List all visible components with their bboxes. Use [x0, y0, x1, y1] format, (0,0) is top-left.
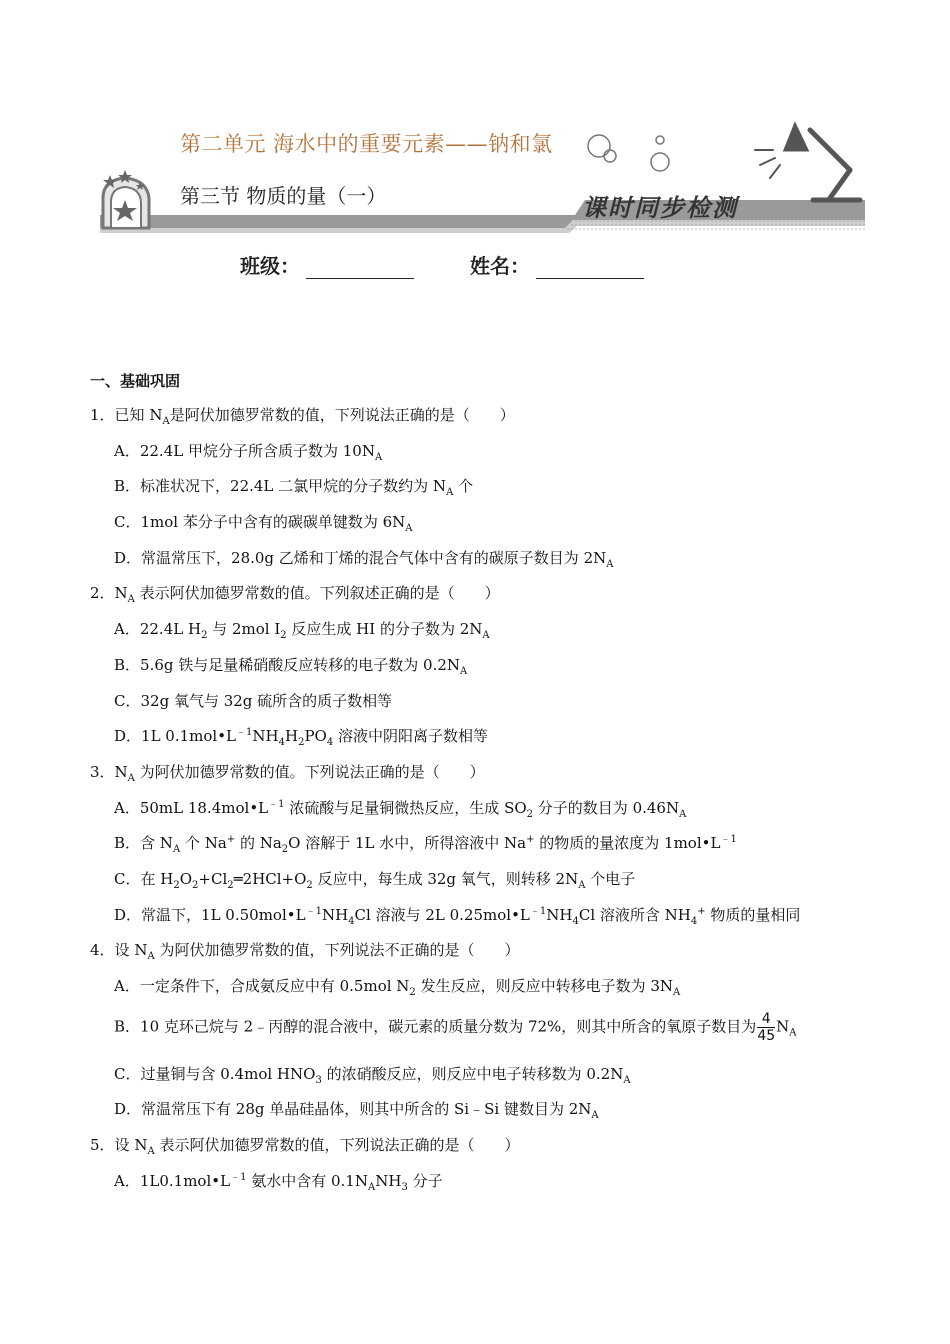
bubbles-icon [588, 135, 669, 171]
q5-option-a: A．$1L0.1mol•L^{﹣1}$ 氨水中含有 $0.1N_ANH_3$ 分子 [114, 1171, 443, 1193]
q3-option-c: C．在 $H_2O_2+Cl_2═2HCl+O_2$ 反应中，每生成 32g 氧气，则转移 $2N_A$ 个电子 [114, 869, 636, 891]
unit-title: 第二单元 海水中的重要元素——钠和氯 [180, 132, 553, 156]
q1-option-b: B．标准状况下，22.4L 二氯甲烷的分子数约为 $N_A$ 个 [114, 477, 474, 499]
q2-option-b: B．5.6g 铁与足量稀硝酸反应转移的电子数为 $0.2N_A$ [114, 655, 468, 677]
q3-option-d: D．常温下，1L $0.50mol•L^{﹣1}NH_4Cl$ 溶液与 2L $0.25mol•L^{﹣1}NH_4Cl$ 溶液所含 $NH_4^+$ 物质的量相同 [114, 905, 801, 927]
question-1: 1．已知 $N_A$是阿伏加德罗常数的值，下列说法正确的是（ ） [90, 406, 515, 427]
q3-option-b: B．含 $N_A$ 个 Na+ 的 $Na_2O$ 溶解于 1L 水中，所得溶液中 Na+ 的物质的量浓度为 $1mol•L^{﹣1}$ [114, 834, 737, 856]
q1-option-a: A．22.4L 甲烷分子所含质子数为 $10N_A$ [114, 441, 383, 463]
desk-lamp-icon [755, 125, 860, 200]
question-3: 3．$N_A$ 为阿伏加德罗常数的值。下列说法正确的是（ ） [90, 762, 485, 784]
name-field [470, 250, 644, 279]
section-heading: 一、基础巩固 [90, 372, 181, 390]
section-title: 第三节 物质的量（一） [180, 184, 387, 208]
question-5: 5．设 $N_A$ 表示阿伏加德罗常数的值，下列说法正确的是（ ） [90, 1136, 520, 1158]
class-label: 班级： [240, 254, 300, 278]
q4-option-d: D．常温常压下有 28g 单晶硅晶体，则其中所含的 Si﹣Si 键数目为 $2N_A$ [114, 1100, 599, 1122]
q1-option-c: C．1mol 苯分子中含有的碳碳单键数为 $6N_A$ [114, 513, 413, 535]
question-4: 4．设 $N_A$ 为阿伏加德罗常数的值，下列说法不正确的是（ ） [90, 941, 520, 963]
q3-option-a: A．50mL $18.4mol•L^{﹣1}$ 浓硫酸与足量铜微热反应，生成 $SO_2$ 分子的数目为 $0.46N_A$ [114, 798, 687, 820]
check-title: 课时同步检测 [582, 193, 738, 222]
class-input-line[interactable] [306, 258, 414, 279]
q4-option-a: A．一定条件下，合成氨反应中有 0.5mol $N_2$ 发生反应，则反应中转移电子数为 $3N_A$ [114, 977, 681, 998]
q4-option-b: B．10 克环己烷与 2﹣丙醇的混合液中，碳元素的质量分数为 72%，则其中所含的氧原子数目为 $\frac{4}{45}$ $N_A$ [114, 1010, 797, 1044]
class-field [240, 250, 414, 279]
name-label: 姓名： [470, 254, 530, 278]
question-content [90, 370, 880, 1205]
q2-option-a: A．22.4L $H_2$ 与 2mol $I_2$ 反应生成 HI 的分子数为 $2N_A$ [114, 620, 490, 642]
q4-option-c: C．过量铜与含 0.4mol $HNO_3$ 的浓硝酸反应，则反应中电子转移数为 $0.2N_A$ [114, 1064, 631, 1086]
question-2: 2．$N_A$ 表示阿伏加德罗常数的值。下列叙述正确的是（ ） [90, 584, 500, 606]
star-badge-icon [103, 170, 149, 228]
q1-option-d: D．常温常压下，28.0g 乙烯和丁烯的混合气体中含有的碳原子数目为 $2N_A$ [114, 548, 614, 570]
q2-option-d: D．1L $0.1mol•L^{﹣1}NH_4H_2PO_4$ 溶液中阴阳离子数相等 [114, 727, 489, 749]
fraction-4-45: $\frac{4}{45}$ [757, 1010, 776, 1044]
q2-option-c: C．32g 氧气与 32g 硫所含的质子数相等 [114, 691, 393, 710]
name-input-line[interactable] [536, 258, 644, 279]
